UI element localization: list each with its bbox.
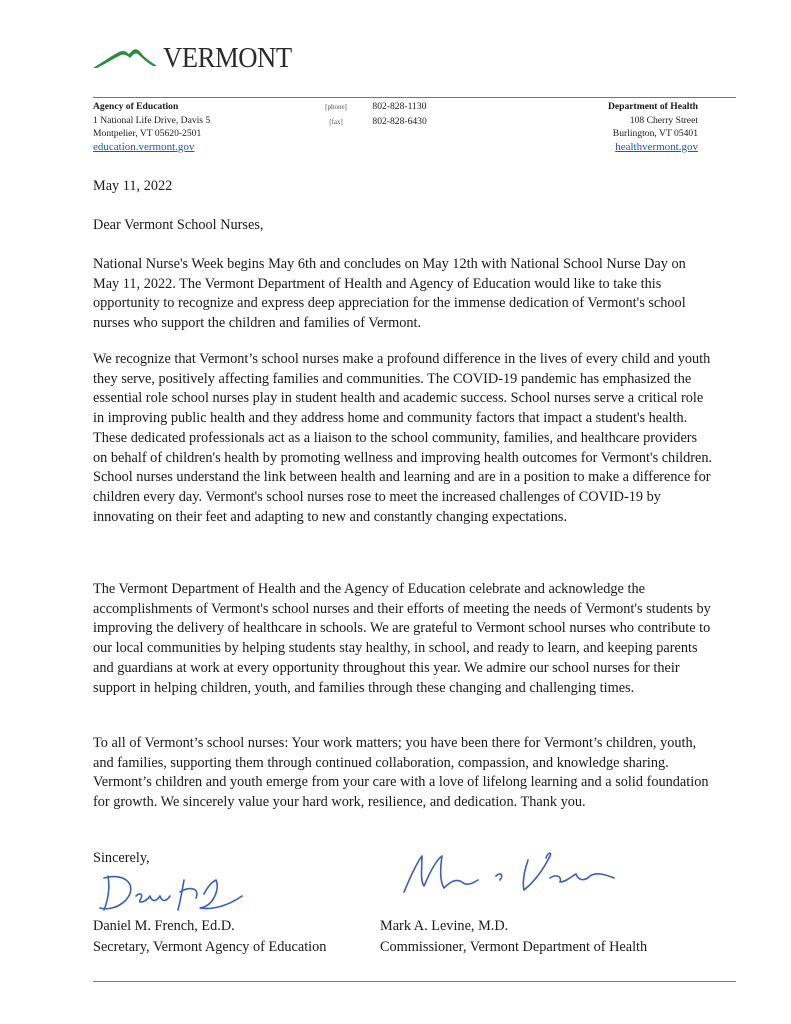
fax-number: 802-828-6430: [372, 115, 427, 127]
signatory-title: Commissioner, Vermont Department of Health: [380, 939, 648, 955]
letter-date: May 11, 2022: [93, 178, 173, 194]
signatory-title: Secretary, Vermont Agency of Education: [93, 939, 327, 955]
letter-paragraph: [93, 580, 713, 698]
doh-address-line1: 108 Cherry Street: [629, 114, 698, 126]
paragraph-text: The Vermont Department of Health and the Agency of Education celebrate and acknowledge the accomplishments of Vermont's school nurses and their efforts of meeting the needs of Vermont's students by improving the delivery of healthcare in schools. We are grateful to Vermont school nurses who contribute to our local communities by helping students stay healthy, in school, and ready to learn, and keeping parents and guardians at work at every opportunity throughout this year. We admire our school nurses for their support in helping children, youth, and families through these changing and challenging times.: [93, 581, 711, 696]
aoe-address-line2: Montpelier, VT 05620-2501: [93, 128, 202, 139]
doh-website-link[interactable]: healthvermont.gov: [615, 140, 698, 153]
signatory-name: Daniel M. French, Ed.D.: [93, 918, 235, 934]
aoe-address-block: [93, 100, 210, 154]
logo-wordmark: VERMONT: [163, 42, 292, 74]
paragraph-text: National Nurse's Week begins May 6th and concludes on May 12th with National School Nurse Day on May 11, 2022. The Vermont Department of Health and Agency of Education would like to take this opportunity to recognize and express deep appreciation for the immense dedication of Vermont's school nurses who support the children and families of Vermont.: [93, 256, 686, 332]
signatory-levine: [380, 916, 647, 958]
doh-name: Department of Health: [607, 101, 698, 112]
contact-block: [316, 100, 427, 129]
phone-tag: [phone]: [325, 103, 347, 111]
aoe-name: Agency of Education: [93, 101, 179, 112]
aoe-address-line1: 1 National Life Drive, Davis 5: [93, 114, 211, 126]
paragraph-text: We recognize that Vermont’s school nurses make a profound difference in the lives of every child and youth they serve, positively affecting families and communities. The COVID-19 pandemic has emphasized the essential role school nurses play in student health and academic success. School nurses serve a critical role in improving public health and they address home and community factors that impact a student's health. These dedicated professionals act as a liaison to the school community, families, and healthcare providers on behalf of children's health by promoting wellness and improving health outcomes for Vermont's children. School nurses understand the link between health and learning and are in a position to make a difference for children every day. Vermont's school nurses rose to meet the increased challenges of COVID-19 by innovating on their feet and adapting to new and constantly changing expectations.: [93, 351, 713, 525]
paragraph-text: To all of Vermont’s school nurses: Your work matters; you have been there for Vermont’s children, youth, and families, supporting them through continued collaboration, compassion, and knowledge sharing. Vermont’s children and youth emerge from your care with a love of lifelong learning and a solid foundation for growth. We sincerely value your hard work, resilience, and dedication. Thank you.: [93, 735, 709, 811]
doh-address-line2: Burlington, VT 05401: [612, 128, 698, 139]
levine-signature-image: [400, 848, 620, 898]
letter-salutation: Dear Vermont School Nurses,: [93, 217, 264, 233]
fax-tag: [fax]: [329, 117, 343, 126]
signatory-french: [93, 916, 326, 958]
phone-number: 802-828-1130: [372, 101, 427, 112]
letter-paragraph: [93, 734, 713, 813]
header-rule: [93, 97, 736, 98]
signatory-name: Mark A. Levine, M.D.: [380, 918, 509, 934]
doh-address-block: [608, 100, 698, 154]
aoe-website-link[interactable]: education.vermont.gov: [93, 140, 195, 153]
french-signature-image: [96, 866, 246, 916]
vermont-logo: [93, 40, 292, 74]
letter-closing: Sincerely,: [93, 850, 150, 866]
footer-rule: [93, 981, 736, 982]
letter-paragraph: [93, 350, 713, 527]
mountain-logo-icon: [93, 42, 165, 72]
letter-paragraph: [93, 255, 713, 334]
